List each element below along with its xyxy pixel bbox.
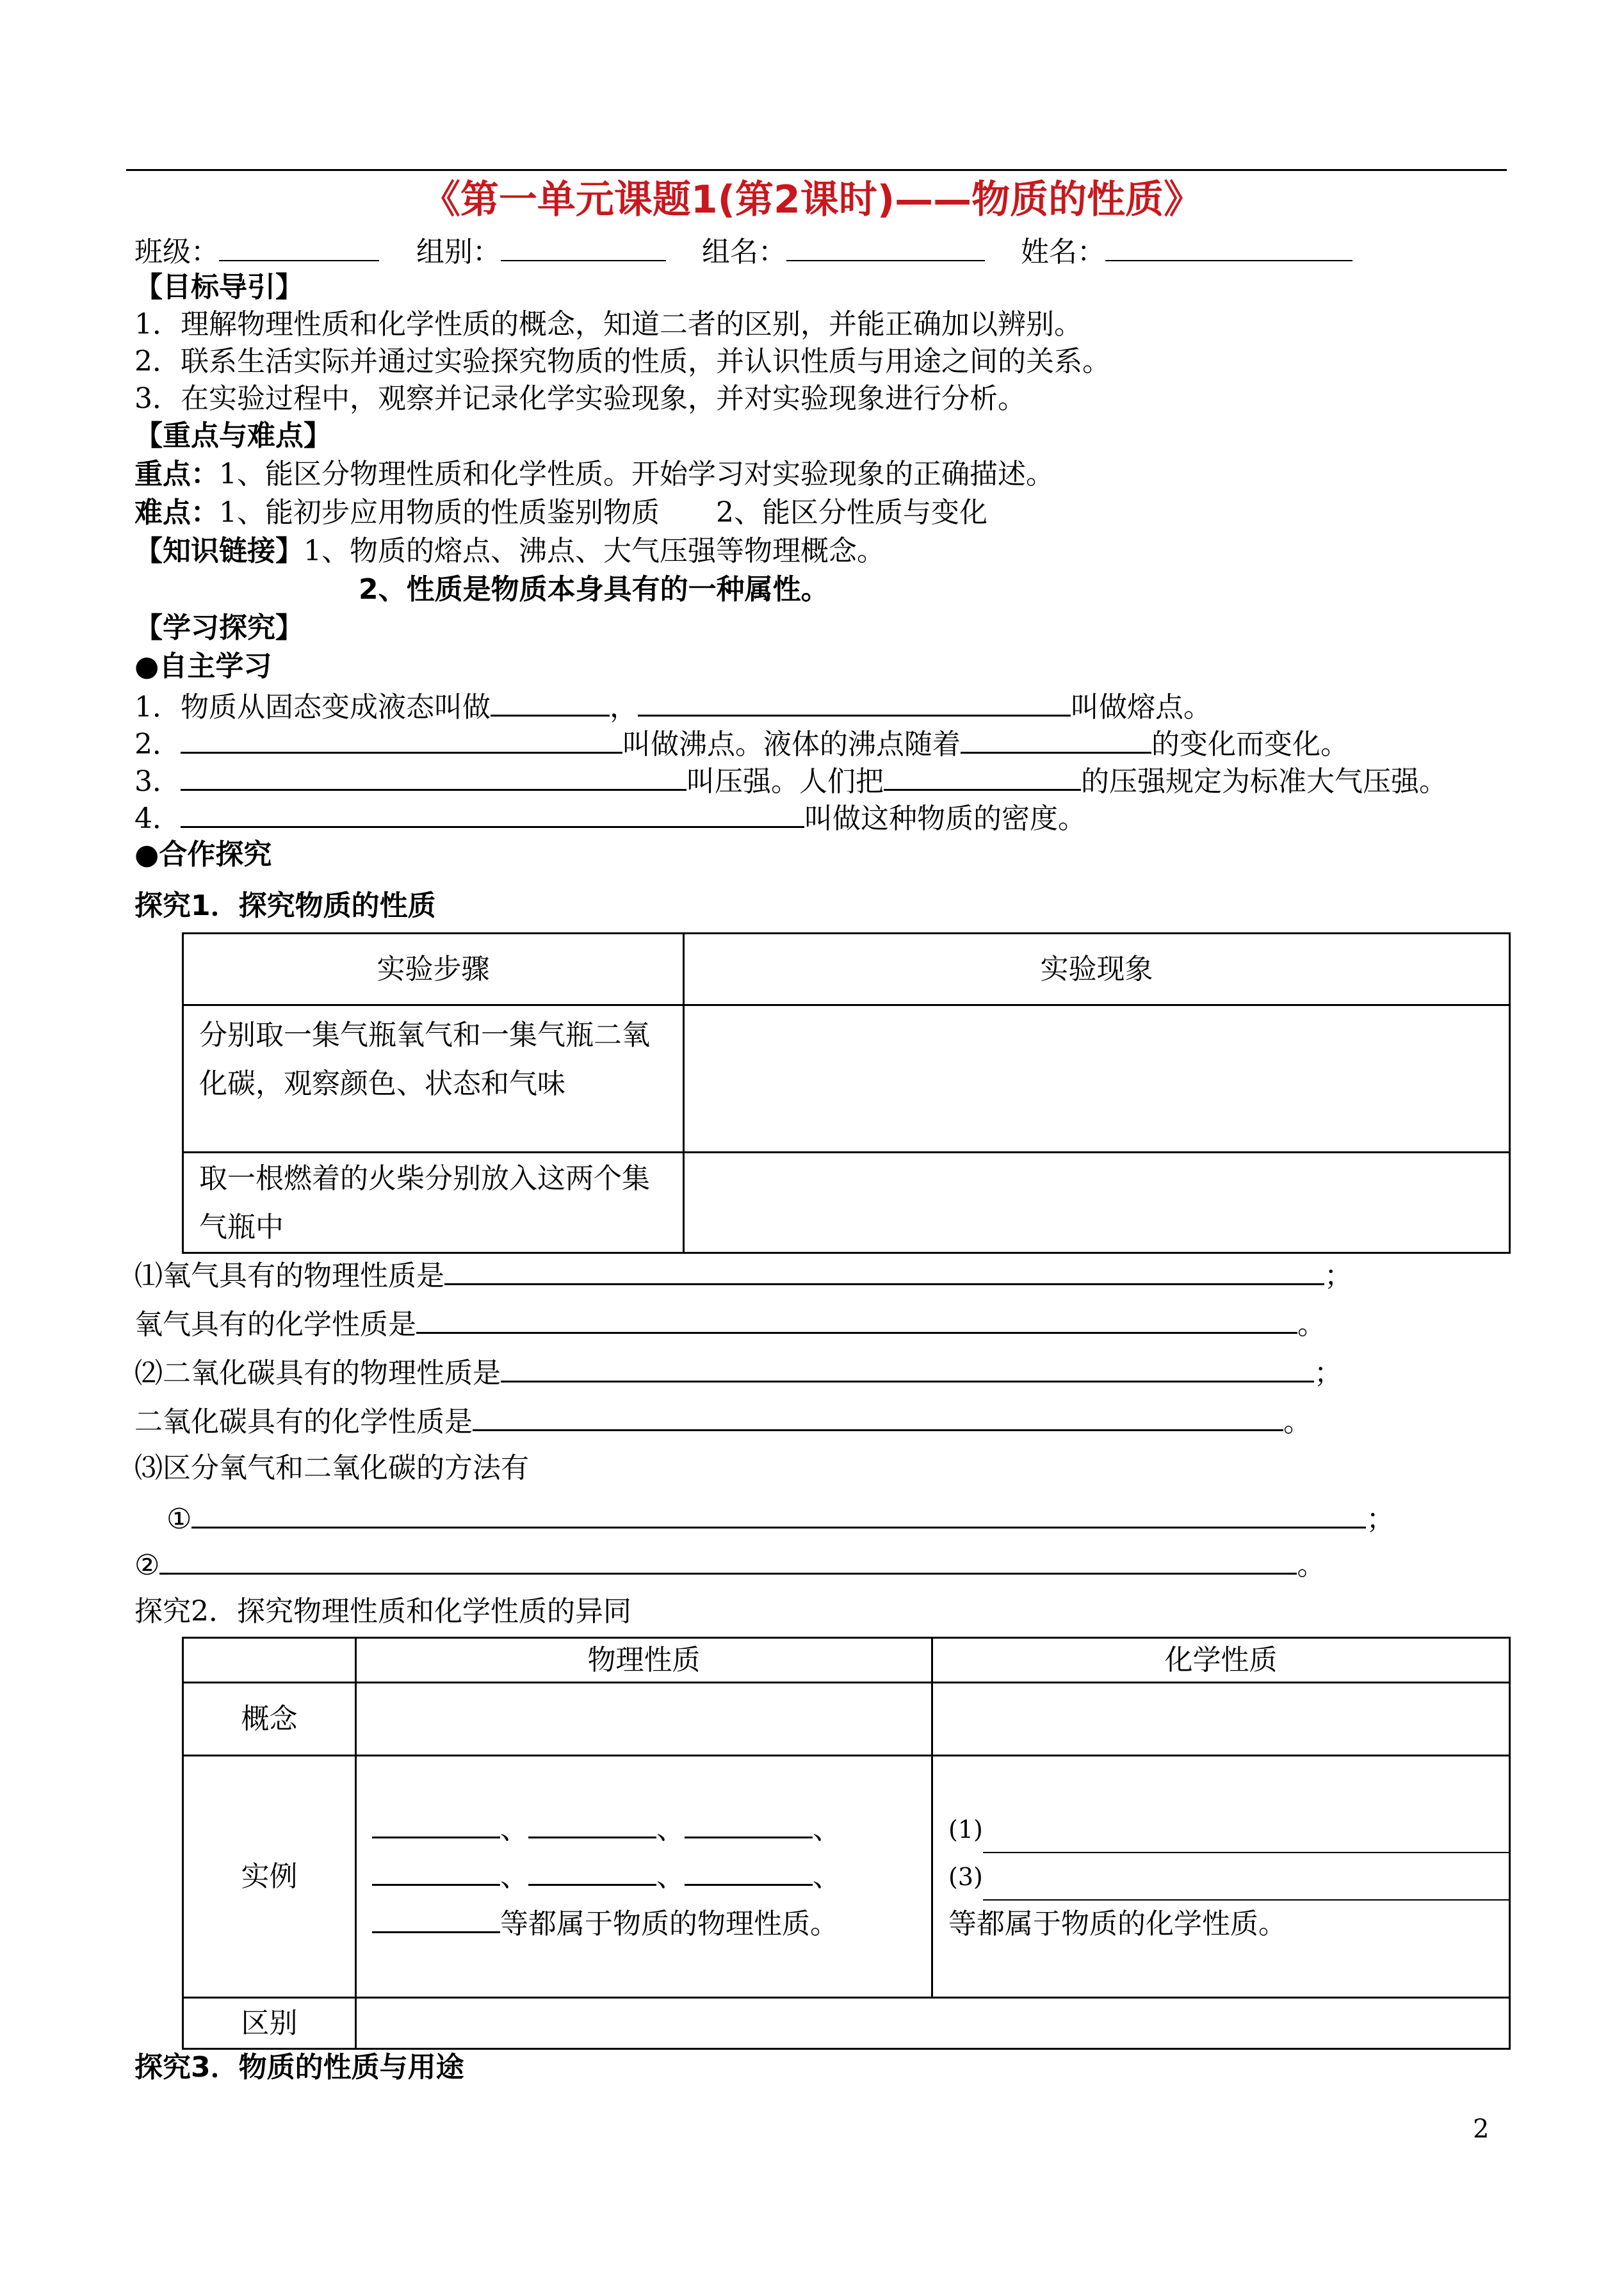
q-text: ⑴氧气具有的物理性质是 xyxy=(134,1260,444,1292)
answer-blank[interactable] xyxy=(528,1811,656,1838)
method-number: ② xyxy=(134,1549,160,1582)
q4-number: 4． xyxy=(134,802,181,835)
key-points-heading: 【重点与难点】 xyxy=(134,419,332,452)
row-header-difference: 区别 xyxy=(183,1998,356,2049)
inquiry1-heading: 探究1．探究物质的性质 xyxy=(134,889,436,922)
goal-item: 2．联系生活实际并通过实验探究物质的性质，并认识性质与用途之间的关系。 xyxy=(134,345,1110,378)
explore-heading: 【学习探究】 xyxy=(134,612,304,644)
answer-blank[interactable] xyxy=(159,1545,1297,1575)
physical-example-line xyxy=(372,1901,916,1948)
col-header-step: 实验步骤 xyxy=(183,934,684,1005)
inquiry1-table xyxy=(182,932,1511,1254)
q3-number: 3． xyxy=(134,765,181,798)
answer-blank[interactable] xyxy=(501,1352,1314,1383)
difference-cell[interactable] xyxy=(356,1998,1510,2049)
physical-example-line xyxy=(372,1853,916,1901)
goals-heading: 【目标导引】 xyxy=(134,271,304,304)
group-no-label: 组别： xyxy=(416,236,501,268)
answer-blank[interactable] xyxy=(372,1906,500,1933)
physical-concept-cell[interactable] xyxy=(356,1683,932,1756)
step-cell: 分别取一集气瓶氧气和一集气瓶二氧化碳，观察颜色、状态和气味 xyxy=(183,1005,684,1153)
knowledge-item: 2、性质是物质本身具有的一种属性。 xyxy=(359,573,829,606)
answer-blank[interactable] xyxy=(372,1811,500,1838)
difficult-text: 1、能初步应用物质的性质鉴别物质 2、能区分性质与变化 xyxy=(219,496,987,529)
q4-text: 叫做这种物质的密度。 xyxy=(804,802,1086,835)
answer-blank[interactable] xyxy=(473,1401,1283,1431)
knowledge-heading: 【知识链接】 xyxy=(134,535,304,567)
coop-heading: ●合作探究 xyxy=(134,838,272,871)
q1-blank[interactable] xyxy=(638,686,1071,717)
q1-text: 叫做熔点。 xyxy=(1071,691,1212,724)
q-end: 。 xyxy=(1297,1308,1326,1341)
q-text: ⑵二氧化碳具有的物理性质是 xyxy=(134,1357,501,1390)
inquiry3-heading: 探究3．物质的性质与用途 xyxy=(134,2051,464,2084)
self-study-q3 xyxy=(134,761,1447,800)
self-study-q1 xyxy=(134,686,1212,726)
self-study-q2 xyxy=(134,724,1349,763)
q-end: ； xyxy=(1366,1503,1395,1536)
q2-blank[interactable] xyxy=(961,724,1151,754)
knowledge-item: 1、物质的熔点、沸点、大气压强等物理概念。 xyxy=(304,535,885,567)
chemical-concept-cell[interactable] xyxy=(932,1683,1510,1756)
q-text: 二氧化碳具有的化学性质是 xyxy=(134,1406,473,1438)
answer-blank[interactable] xyxy=(528,1858,656,1886)
physical-example-line xyxy=(372,1806,916,1853)
col-header-physical: 物理性质 xyxy=(356,1638,932,1683)
method-1 xyxy=(166,1498,1394,1538)
phenomenon-cell[interactable] xyxy=(684,1005,1510,1153)
chemical-example-cell xyxy=(932,1756,1510,1998)
answer-blank[interactable] xyxy=(685,1858,813,1886)
goal-item: 3．在实验过程中，观察并记录化学实验现象，并对实验现象进行分析。 xyxy=(134,382,1026,415)
row-header-concept: 概念 xyxy=(183,1683,356,1756)
separator: 、 xyxy=(813,1860,841,1893)
step-cell: 取一根燃着的火柴分别放入这两个集气瓶中 xyxy=(183,1153,684,1253)
q3-text: 叫压强。人们把 xyxy=(686,765,884,798)
physical-tail: 等都属于物质的物理性质。 xyxy=(500,1907,838,1940)
separator: 、 xyxy=(500,1860,528,1893)
q3-text: 的压强规定为标准大气压强。 xyxy=(1081,765,1447,798)
q-end: ； xyxy=(1324,1260,1352,1292)
group-name-label: 组名： xyxy=(702,236,786,268)
header-rule xyxy=(126,169,1507,171)
separator: 、 xyxy=(500,1812,528,1845)
corner-cell xyxy=(183,1638,356,1683)
answer-blank[interactable] xyxy=(191,1498,1366,1529)
answer-blank[interactable] xyxy=(685,1811,813,1838)
key-point-line xyxy=(134,456,1054,493)
page-number: 2 xyxy=(1473,2114,1490,2144)
inquiry1-q4 xyxy=(134,1401,1311,1441)
q3-blank[interactable] xyxy=(181,761,686,791)
q2-text: 叫做沸点。液体的沸点随着 xyxy=(622,728,961,761)
group-name-blank[interactable] xyxy=(786,232,985,261)
answer-blank[interactable] xyxy=(416,1304,1297,1334)
inquiry1-q2 xyxy=(134,1304,1326,1343)
chemical-tail: 等都属于物质的化学性质。 xyxy=(948,1907,1287,1940)
answer-blank[interactable] xyxy=(983,1815,1509,1853)
answer-blank[interactable] xyxy=(983,1862,1509,1901)
q2-number: 2． xyxy=(134,728,181,761)
self-study-q4 xyxy=(134,798,1086,838)
inquiry2-heading: 探究2．探究物理性质和化学性质的异同 xyxy=(134,1595,631,1628)
chemical-example-line xyxy=(948,1806,1509,1853)
key-label: 重点： xyxy=(134,458,219,491)
class-blank[interactable] xyxy=(219,232,379,261)
separator: 、 xyxy=(656,1860,685,1893)
q1-comma: ， xyxy=(610,691,638,724)
class-label: 班级： xyxy=(134,236,219,268)
q1-blank[interactable] xyxy=(491,686,610,717)
row-header-example: 实例 xyxy=(183,1756,356,1998)
col-header-chemical: 化学性质 xyxy=(932,1638,1510,1683)
item-number: (3) xyxy=(948,1862,983,1891)
col-header-phenomenon: 实验现象 xyxy=(684,934,1510,1005)
phenomenon-cell[interactable] xyxy=(684,1153,1510,1253)
answer-blank[interactable] xyxy=(372,1858,500,1886)
q-text: 氧气具有的化学性质是 xyxy=(134,1308,416,1341)
self-study-heading: ●自主学习 xyxy=(134,650,272,683)
inquiry1-q5: ⑶区分氧气和二氧化碳的方法有 xyxy=(134,1452,529,1484)
separator: 、 xyxy=(813,1812,841,1845)
q-end: 。 xyxy=(1297,1549,1326,1582)
q2-blank[interactable] xyxy=(181,724,622,754)
group-no-blank[interactable] xyxy=(501,232,666,261)
method-number: ① xyxy=(166,1503,192,1536)
answer-blank[interactable] xyxy=(444,1255,1324,1285)
info-row xyxy=(134,232,1352,271)
knowledge-line-1 xyxy=(134,533,885,570)
q-end: ； xyxy=(1314,1357,1342,1390)
q3-blank[interactable] xyxy=(884,761,1081,791)
inquiry2-table xyxy=(182,1637,1511,2050)
q2-text: 的变化而变化。 xyxy=(1151,728,1349,761)
key-text: 1、能区分物理性质和化学性质。开始学习对实验现象的正确描述。 xyxy=(219,458,1054,491)
chemical-example-line xyxy=(948,1853,1509,1901)
goal-item: 1．理解物理性质和化学性质的概念，知道二者的区别，并能正确加以辨别。 xyxy=(134,308,1082,341)
inquiry1-q1 xyxy=(134,1255,1352,1295)
q4-blank[interactable] xyxy=(181,798,804,828)
name-label: 姓名： xyxy=(1021,236,1105,268)
item-number: (1) xyxy=(948,1815,983,1844)
name-blank[interactable] xyxy=(1105,232,1352,261)
method-2 xyxy=(134,1545,1325,1584)
q1-text: 1．物质从固态变成液态叫做 xyxy=(134,691,491,724)
difficult-label: 难点： xyxy=(134,496,219,529)
q-end: 。 xyxy=(1283,1406,1311,1438)
physical-example-cell xyxy=(356,1756,932,1998)
separator: 、 xyxy=(656,1812,685,1845)
inquiry1-q3 xyxy=(134,1352,1342,1392)
page-title: 《第一单元课题1(第2课时)——物质的性质》 xyxy=(421,177,1203,222)
difficult-point-line xyxy=(134,494,987,531)
